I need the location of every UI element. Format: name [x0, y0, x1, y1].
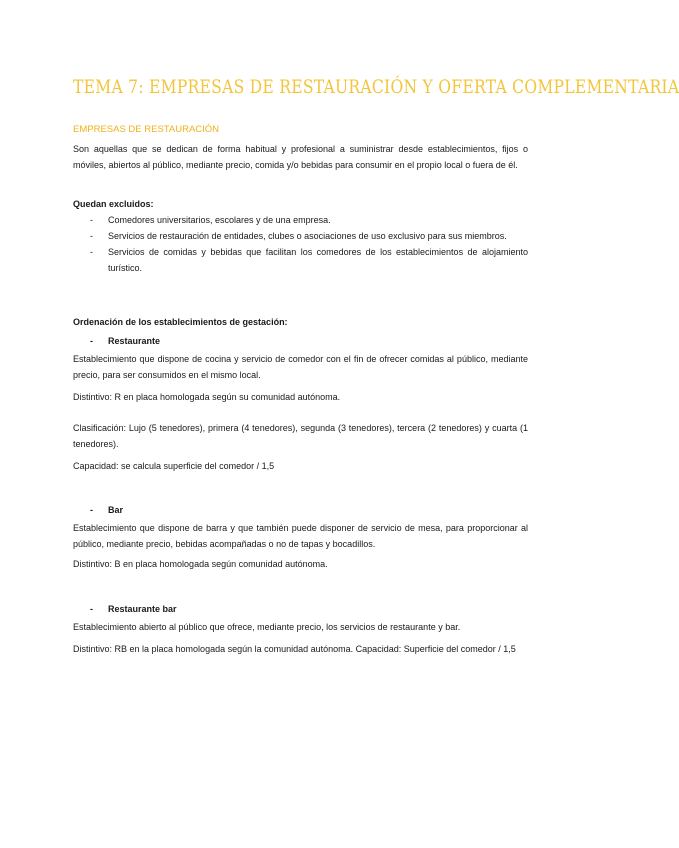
restaurante-bar-distintivo: Distintivo: RB en la placa homologada según la comunidad autónoma. Capacidad: Superficie del comedor / 1,5 — [73, 644, 516, 654]
restaurante-distintivo: Distintivo: R en placa homologada según su comunidad autónoma. — [73, 392, 341, 402]
page-title: TEMA 7: EMPRESAS DE RESTAURACIÓN Y OFERTA COMPLEMENTARIA — [73, 76, 679, 98]
excluded-heading: Quedan excluidos: — [73, 199, 154, 209]
ordering-heading: Ordenación de los establecimientos de gestación: — [73, 317, 288, 327]
restaurante-bar-heading: - Restaurante bar — [90, 604, 177, 614]
list-item: - Servicios de comidas y bebidas que facilitan los comedores de los establecimientos de alojamiento turístico. — [90, 247, 528, 273]
restaurante-capacidad: Capacidad: se calcula superficie del comedor / 1,5 — [73, 461, 275, 471]
bar-definition: Establecimiento que dispone de barra y que también puede disponer de servicio de mesa, para proporcionar al público, mediante precio, bebidas acompañadas o no de tapas y bocadillos. — [73, 523, 528, 549]
intro-paragraph: Son aquellas que se dedican de forma habitual y profesional a suministrar desde establecimientos, fijos o móviles, abiertos al público, mediante precio, comida y/o bebidas para consumir en el propio local o fuera de él. — [73, 144, 528, 170]
restaurante-heading: - Restaurante — [90, 336, 161, 346]
excluded-list — [73, 212, 528, 276]
bar-distintivo: Distintivo: B en placa homologada según comunidad autónoma. — [73, 559, 328, 569]
section-heading: EMPRESAS DE RESTAURACIÓN — [73, 124, 220, 135]
restaurante-bar-definition: Establecimiento abierto al público que ofrece, mediante precio, los servicios de restaurante y bar. — [73, 622, 461, 632]
list-item: - Servicios de restauración de entidades, clubes o asociaciones de uso exclusivo para sus miembros. — [90, 231, 507, 241]
restaurante-clasificacion: Clasificación: Lujo (5 tenedores), primera (4 tenedores), segunda (3 tenedores), tercera (2 tenedores) y cuarta (1 tenedores). — [73, 423, 528, 449]
list-item: - Comedores universitarios, escolares y de una empresa. — [90, 215, 331, 225]
bar-heading: - Bar — [90, 505, 124, 515]
restaurante-definition: Establecimiento que dispone de cocina y servicio de comedor con el fin de ofrecer comidas al público, mediante precio, para ser consumidos en el mismo local. — [73, 354, 528, 380]
